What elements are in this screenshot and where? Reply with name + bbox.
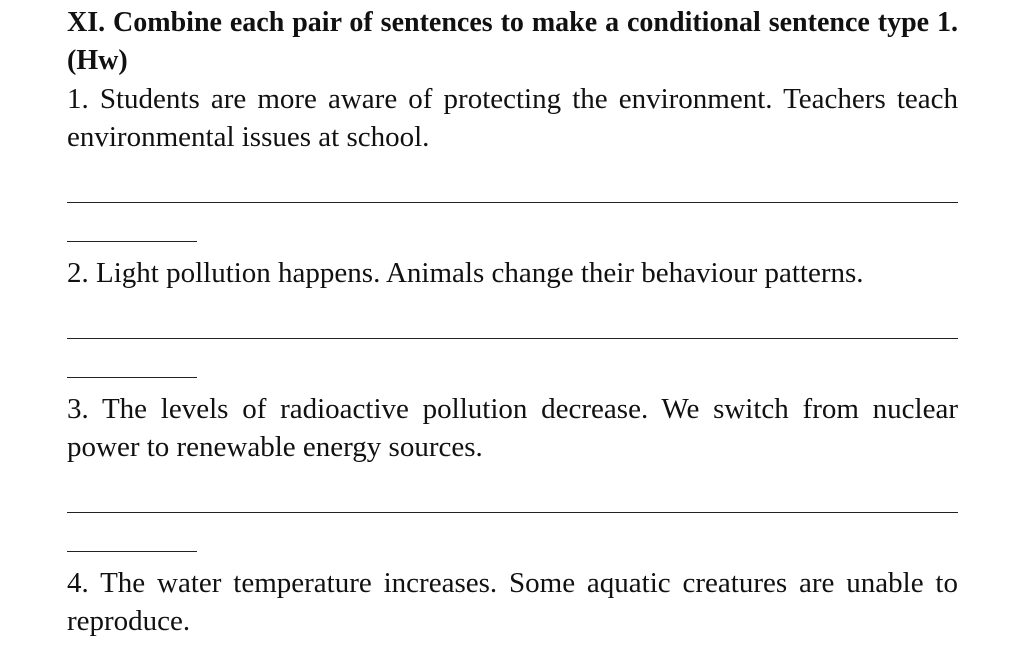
item-3-answer-line [67,512,958,513]
item-1-answer-line [67,202,958,203]
exercise-item-2 [67,254,958,378]
exercise-item-3 [67,390,958,552]
item-2-answer-line-continuation [67,377,197,378]
exercise-heading: XI. Combine each pair of sentences to make a conditional sentence type 1. (Hw) [67,7,958,76]
exercise-item-4 [67,564,958,671]
item-2-answer-line [67,338,958,339]
item-3-answer-line-continuation [67,551,197,552]
item-4-text: 4. The water temperature increases. Some aquatic creatures are unable to reproduce. [67,567,958,637]
item-1-text: 1. Students are more aware of protecting the environment. Teachers teach environmental issues at school. [67,83,958,153]
item-1-answer-line-continuation [67,241,197,242]
item-3-text: 3. The levels of radioactive pollution decrease. We switch from nuclear power to renewable energy sources. [67,393,958,463]
exercise-item-1 [67,80,958,242]
item-2-text: 2. Light pollution happens. Animals change their behaviour patterns. [67,257,864,289]
